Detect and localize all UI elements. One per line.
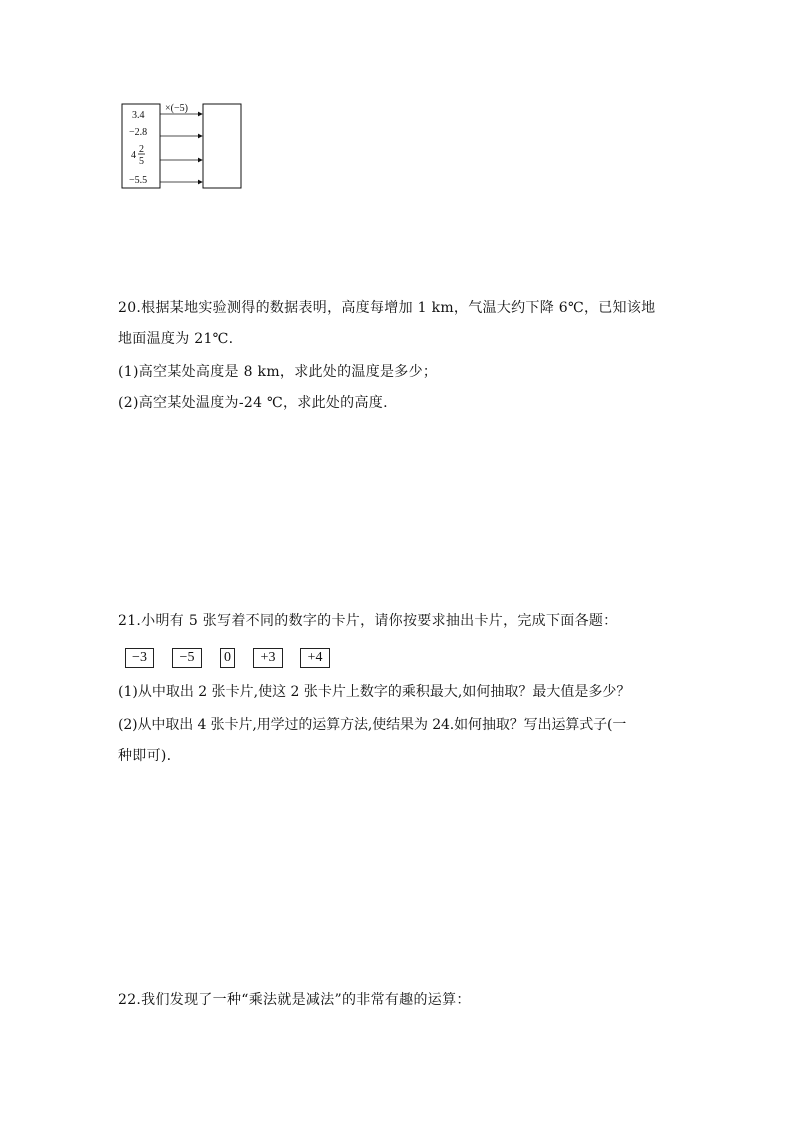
number-card: −5: [172, 648, 202, 668]
mixed-number-whole: 4: [131, 150, 136, 161]
fraction-denominator: 5: [139, 156, 144, 167]
input-value: −2.8: [129, 127, 148, 138]
question-20-part-1: (1)高空某处高度是 8 km，求此处的温度是多少；: [118, 364, 438, 380]
question-20-text-continued: 地面温度为 21℃.: [118, 331, 234, 347]
number-card: −3: [125, 648, 154, 668]
number-card: +3: [253, 648, 283, 668]
number-card: +4: [300, 648, 330, 668]
number-card: 0: [220, 648, 235, 668]
question-22-text: 22.我们发现了一种“乘法就是减法”的非常有趣的运算：: [118, 992, 471, 1008]
question-21-part-2: (2)从中取出 4 张卡片,用学过的运算方法,使结果为 24.如何抽取？写出运算式子(一: [118, 717, 627, 733]
question-21-part-1: (1)从中取出 2 张卡片,使这 2 张卡片上数字的乘积最大,如何抽取？最大值是多少？: [118, 684, 631, 700]
question-20-part-2: (2)高空某处温度为-24 ℃，求此处的高度.: [118, 395, 388, 411]
multiplication-diagram: [118, 100, 248, 192]
question-20-text: 20.根据某地实验测得的数据表明，高度每增加 1 km，气温大约下降 6℃，已知该地: [118, 300, 656, 316]
question-21-part-2-continued: 种即可).: [118, 748, 172, 764]
output-box: [203, 104, 241, 188]
question-21-text: 21.小明有 5 张写着不同的数字的卡片，请你按要求抽出卡片，完成下面各题：: [118, 613, 618, 629]
input-value: 3.4: [132, 110, 145, 121]
fraction-numerator: 2: [139, 144, 144, 155]
input-value: −5.5: [129, 175, 148, 186]
operator-label: ×(−5): [165, 103, 188, 114]
